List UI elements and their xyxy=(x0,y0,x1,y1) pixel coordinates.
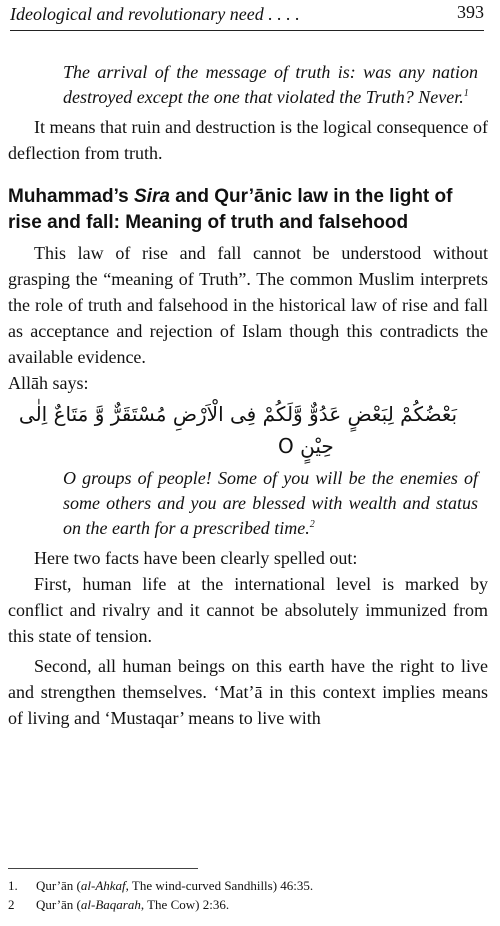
page-number: 393 xyxy=(457,2,484,22)
footnote-ref-1: 1 xyxy=(463,88,469,99)
footnote-ref-2: 2 xyxy=(309,519,315,530)
quote-groups: O groups of people! Some of you will be the enemies of some others and you are blessed with wealth and status on the earth for a prescribed time.$^2$ xyxy=(63,468,478,538)
footnotes xyxy=(8,876,488,914)
arabic-verse-line2: حِيْنٍ O xyxy=(278,434,334,458)
paragraph-law: This law of rise and fall cannot be understood without grasping the “meaning of Truth”. The common Muslim interprets the role of truth and falsehood in the historical law of rise and fall as acceptance and rejection of Islam though this contradicts the available evidence. xyxy=(8,243,488,367)
arabic-verse-line1: بَعْضُكُمْ لِبَعْضٍ عَدُوٌّ وَّلَكُمْ فِى الْاَرْضِ مُسْتَقَرٌّ وَّ مَتَاعٌ اِلٰى xyxy=(18,402,458,426)
section-heading: Muhammad’s Sira and Qur’ānic law in the light of rise and fall: Meaning of truth and falsehood xyxy=(8,186,453,233)
paragraph-first: First, human life at the international level is marked by conflict and rivalry and it cannot be absolutely immunized from this state of tension. xyxy=(8,574,488,646)
running-head xyxy=(10,0,484,34)
footnote-2: 2 Qur’ān (al-Baqarah, The Cow) 2:36. xyxy=(8,897,230,912)
paragraph-two-facts: Here two facts have been clearly spelled out: xyxy=(34,548,358,568)
quote-truth: The arrival of the message of truth is: was any nation destroyed except the one that violated the Truth? Never.$^1$ xyxy=(63,62,478,107)
paragraph-second: Second, all human beings on this earth have the right to live and strengthen themselves. ‘Mat’ā in this context implies means of living and ‘Mustaqar’ means to live with xyxy=(8,656,488,728)
allah-says: Allāh says: xyxy=(8,373,89,393)
running-title: Ideological and revolutionary need . . . . xyxy=(10,4,300,24)
verse-end-marker: O xyxy=(278,434,294,458)
paragraph-ruin: It means that ruin and destruction is the logical consequence of deflection from truth. xyxy=(8,117,488,163)
body-text xyxy=(8,60,488,731)
header-rule xyxy=(10,30,484,31)
footnote-1: 1. Qur’ān (al-Ahkaf, The wind-curved Sandhills) 46:35. xyxy=(8,878,314,893)
footnote-rule xyxy=(8,868,198,869)
